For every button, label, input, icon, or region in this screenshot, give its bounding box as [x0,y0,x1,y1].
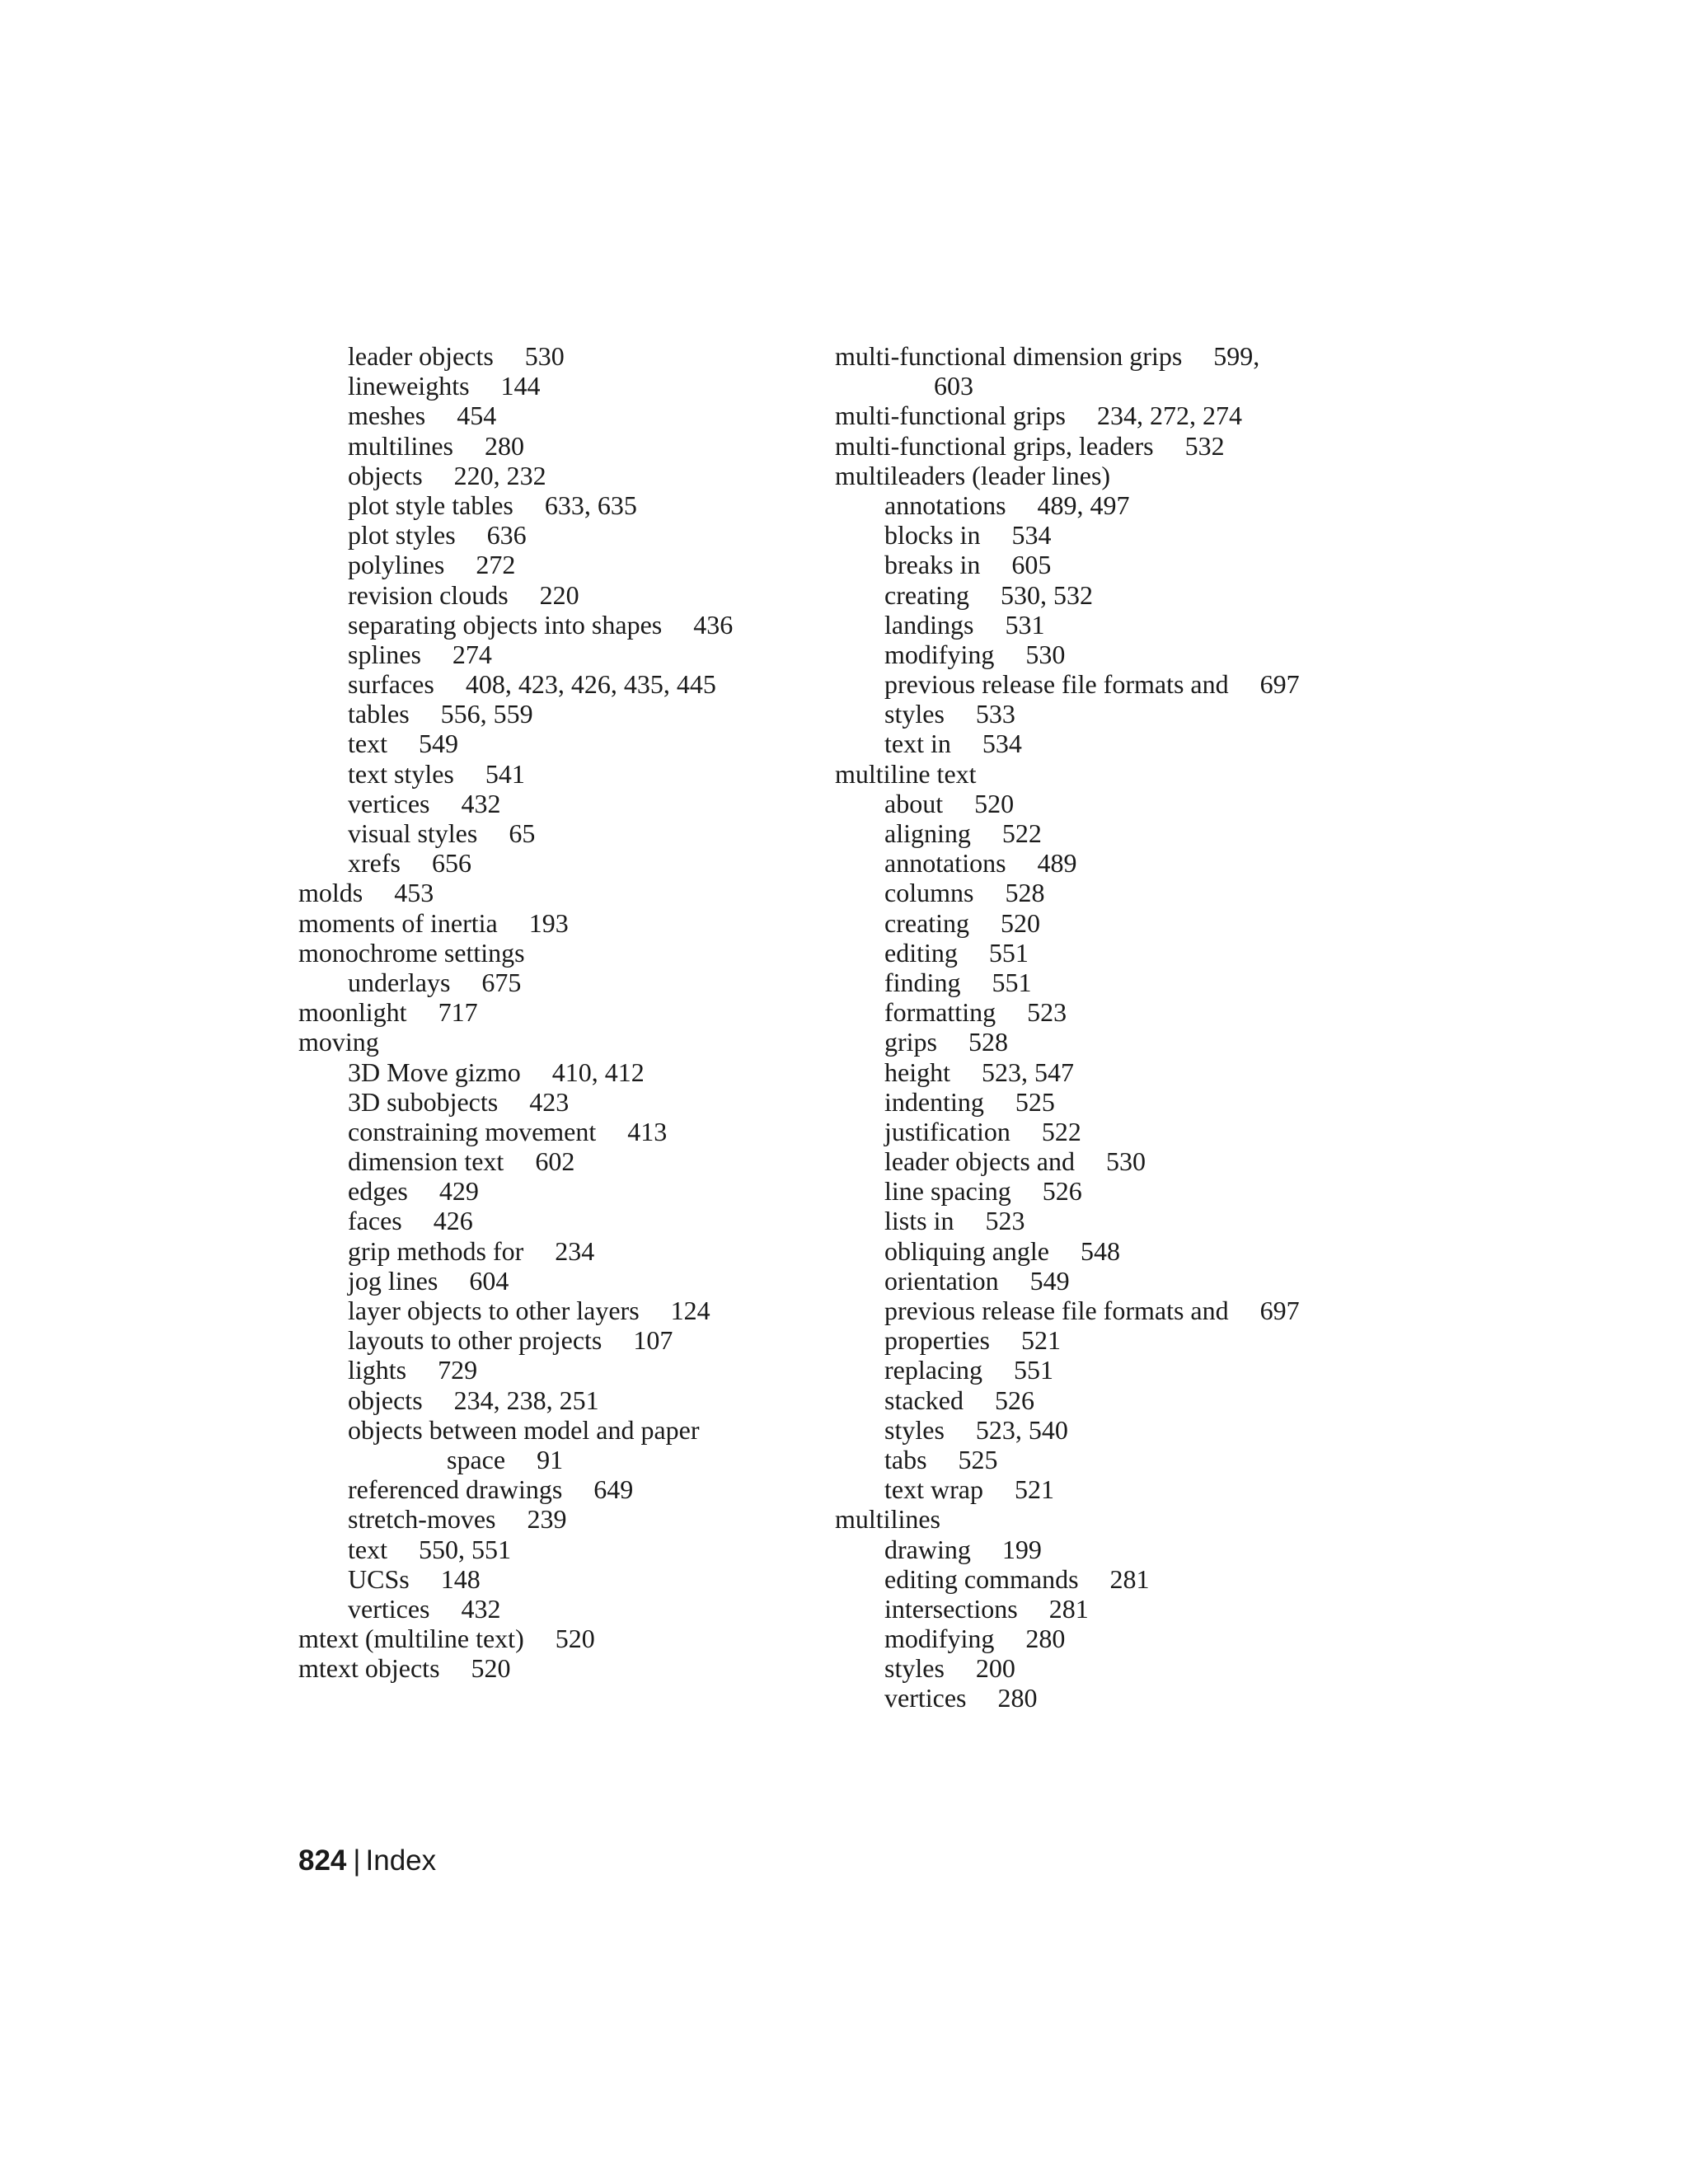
index-page-refs: 91 [537,1444,564,1474]
index-entry [298,1206,809,1235]
index-page-refs: 432 [461,1593,501,1624]
index-term: mtext objects [298,1653,440,1684]
index-term: vertices [348,1593,430,1624]
index-term: xrefs [348,848,401,879]
index-page-refs: 107 [633,1325,673,1356]
index-term: drawing [884,1534,971,1564]
index-term: visual styles [348,818,478,848]
index-term: plot style tables [348,490,513,520]
index-term: dimension text [348,1146,504,1177]
index-entry [835,789,1379,818]
index-page-refs: 234, 272, 274 [1096,401,1242,431]
index-term: orientation [884,1265,999,1296]
index-term: aligning [884,818,971,848]
index-page-refs: 525 [958,1444,998,1474]
index-entry [835,1564,1379,1594]
index-entry [835,431,1379,461]
index-page-refs: 717 [438,997,478,1028]
index-entry [835,1296,1379,1325]
index-term: objects [348,460,423,490]
index-term: tabs [884,1444,927,1474]
footer-section-title: Index [365,1844,437,1877]
index-entry [835,1445,1379,1474]
index-term: multilines [348,430,453,461]
index-page-refs: 531 [1005,609,1045,640]
index-entry [835,818,1379,848]
index-entry [298,1594,809,1624]
index-entry [835,878,1379,907]
index-page-refs: 280 [485,430,524,461]
index-entry [298,1117,809,1146]
index-term: styles [884,699,945,729]
index-term: molds [298,878,363,908]
index-term: plot styles [348,520,456,551]
index-page-refs: 520 [471,1653,511,1684]
index-term: finding [884,967,961,997]
index-entry [835,908,1379,938]
index-page-refs: 525 [1015,1086,1055,1117]
index-page-refs: 729 [438,1355,478,1385]
index-term: columns [884,878,974,908]
index-term: modifying [884,639,995,669]
index-entry [298,461,809,490]
index-entry [298,1146,809,1176]
index-term: splines [348,639,421,669]
index-term: vertices [348,788,430,818]
index-entry [298,729,809,758]
index-term: faces [348,1206,402,1236]
index-term: obliquing angle [884,1235,1049,1266]
index-term: revision clouds [348,579,509,610]
index-page-refs: 432 [461,788,501,818]
index-term: blocks in [884,520,981,551]
index-column-right [835,341,1379,1713]
index-entry [298,1653,809,1683]
index-entry [298,699,809,729]
index-page-refs: 697 [1259,1296,1300,1325]
index-entry [835,699,1379,729]
index-page-refs: 280 [1025,1624,1066,1654]
index-entry [298,371,809,401]
index-term: surfaces [348,669,434,700]
index-term: lists in [884,1206,954,1236]
index-page-refs: 605 [1011,550,1052,580]
index-entry [835,1385,1379,1415]
index-entry [835,1355,1379,1385]
index-page-refs: 526 [1042,1176,1082,1207]
index-term: text [348,729,387,759]
index-entry [298,669,809,699]
index-entry [298,490,809,520]
index-term: space [447,1444,506,1474]
index-page-refs: 528 [1005,878,1045,908]
index-page-refs: 281 [1048,1593,1089,1624]
index-page-refs: 603 [934,371,973,401]
index-term: 3D subobjects [348,1086,499,1117]
index-page-refs: 602 [535,1146,575,1177]
index-page-refs: 220, 232 [453,460,546,490]
index-page-refs: 410, 412 [551,1057,645,1087]
index-entry [835,341,1379,371]
index-page-refs: 234 [555,1235,595,1266]
index-term: multiline text [835,758,977,789]
index-entry [835,729,1379,758]
index-page-refs: 453 [394,878,434,908]
index-entry [835,1474,1379,1504]
index-term: previous release file formats and [884,669,1229,700]
index-page-refs: 530 [1025,639,1066,669]
index-term: objects [348,1385,423,1415]
index-entry [298,1027,809,1057]
index-term: multi-functional grips [835,401,1066,431]
index-entry [835,1504,1379,1534]
index-page-refs: 124 [670,1296,710,1325]
index-term: layer objects to other layers [348,1296,640,1325]
index-entry [298,1057,809,1087]
index-entry [835,580,1379,610]
index-page-refs: 520 [1001,907,1041,938]
index-entry [298,520,809,550]
index-entry [835,610,1379,640]
index-entry [835,490,1379,520]
index-entry [298,759,809,789]
index-page-refs: 520 [974,788,1015,818]
index-term: formatting [884,997,996,1028]
index-page-refs: 436 [693,609,734,640]
index-term: indenting [884,1086,984,1117]
index-page-refs: 523, 540 [975,1414,1068,1445]
index-page-refs: 656 [431,848,471,879]
page-number: 824 [298,1844,347,1877]
index-term: tables [348,699,410,729]
index-entry [835,1683,1379,1713]
footer-separator: | [353,1844,361,1877]
index-page-refs: 534 [1011,520,1052,551]
index-term: constraining movement [348,1116,597,1146]
index-page-refs: 549 [1029,1265,1070,1296]
index-entry [298,401,809,430]
index-term: moving [298,1027,379,1057]
index-entry [835,968,1379,997]
index-term: landings [884,609,974,640]
index-page-refs: 429 [438,1176,479,1207]
index-page-refs: 548 [1080,1235,1120,1266]
index-term: multileaders (leader lines) [835,460,1111,490]
index-page-refs: 65 [509,818,536,848]
index-term: text [348,1534,387,1564]
index-entry [298,1624,809,1653]
index-term: stacked [884,1385,964,1415]
index-page-refs: 144 [500,371,541,401]
index-entry [835,1057,1379,1087]
index-entry [835,1087,1379,1117]
index-term: annotations [884,490,1006,520]
page-footer [298,1843,436,1879]
index-entry [298,1236,809,1266]
index-entry [298,1087,809,1117]
index-entry [298,848,809,878]
index-entry [298,610,809,640]
index-term: text wrap [884,1474,983,1505]
index-page-refs: 522 [1001,818,1042,848]
index-entry [835,1415,1379,1445]
index-entry [835,1027,1379,1057]
index-page-refs: 528 [968,1027,1008,1057]
index-entry [835,1325,1379,1355]
index-term: polylines [348,550,445,580]
index-page-refs: 522 [1041,1116,1081,1146]
index-entry [298,938,809,968]
index-page-refs: 599, [1213,341,1260,371]
index-page-refs: 526 [994,1385,1034,1415]
index-term: mtext (multiline text) [298,1624,524,1654]
index-entry [835,371,1379,401]
index-term: underlays [348,967,451,997]
index-term: line spacing [884,1176,1011,1207]
index-entry [298,789,809,818]
index-term: styles [884,1653,945,1684]
index-page-refs: 550, 551 [418,1534,511,1564]
index-term: leader objects and [884,1146,1075,1177]
index-term: referenced drawings [348,1474,563,1505]
index-term: edges [348,1176,408,1207]
index-term: multi-functional dimension grips [835,341,1183,371]
index-page-refs: 523, 547 [981,1057,1074,1087]
index-entry [298,431,809,461]
index-page-refs: 234, 238, 251 [453,1385,599,1415]
index-term: editing commands [884,1563,1079,1594]
index-entry [835,997,1379,1027]
index-term: multilines [835,1504,940,1535]
index-page-refs: 556, 559 [440,699,533,729]
index-term: meshes [348,401,426,431]
index-page-refs: 636 [486,520,527,551]
index-term: editing [884,937,958,968]
index-page-refs: 280 [997,1683,1038,1713]
index-page-refs: 148 [440,1563,481,1594]
index-term: text styles [348,758,454,789]
index-entry [298,1325,809,1355]
index-entry [298,1474,809,1504]
index-page-refs: 272 [476,550,516,580]
index-page-refs: 199 [1001,1534,1042,1564]
index-entry [298,1355,809,1385]
index-entry [298,908,809,938]
index-page-refs: 530 [524,341,565,371]
index-page-refs: 541 [485,758,525,789]
index-page-refs: 220 [539,579,579,610]
index-page-refs: 633, 635 [544,490,637,520]
index-page-refs: 489, 497 [1037,490,1130,520]
index-term: monochrome settings [298,937,525,968]
index-page-refs: 200 [975,1653,1015,1684]
index-term: breaks in [884,550,981,580]
index-entry [298,968,809,997]
index-entry [298,1564,809,1594]
index-page-refs: 532 [1184,430,1225,461]
index-entry [298,878,809,907]
index-page-refs: 408, 423, 426, 435, 445 [465,669,716,700]
index-entry [835,1266,1379,1296]
index-term: 3D Move gizmo [348,1057,521,1087]
index-term: styles [884,1414,945,1445]
index-page-refs: 533 [975,699,1015,729]
index-entry [835,1535,1379,1564]
index-page-refs: 551 [1014,1355,1054,1385]
index-term: separating objects into shapes [348,609,663,640]
index-page-refs: 649 [593,1474,634,1505]
index-entry [298,341,809,371]
index-page-refs: 551 [992,967,1032,997]
index-entry [298,1266,809,1296]
index-page-refs: 549 [418,729,458,759]
index-entry [835,401,1379,430]
index-page-refs: 274 [452,639,492,669]
index-page-refs: 426 [433,1206,473,1236]
index-page-refs: 520 [555,1624,595,1654]
index-column-left [298,341,809,1683]
index-term: height [884,1057,950,1087]
index-page-refs: 697 [1259,669,1300,700]
index-term: stretch-moves [348,1504,496,1535]
index-entry [835,1624,1379,1653]
index-term: modifying [884,1624,995,1654]
index-entry [835,1594,1379,1624]
index-term: lineweights [348,371,470,401]
index-term: vertices [884,1683,967,1713]
index-entry [835,461,1379,490]
index-term: creating [884,579,970,610]
index-entry [835,938,1379,968]
index-term: jog lines [348,1265,438,1296]
index-entry [298,1535,809,1564]
index-page-refs: 530 [1106,1146,1146,1177]
index-term: intersections [884,1593,1018,1624]
index-page-refs: 423 [529,1086,570,1117]
index-term: creating [884,907,970,938]
index-page-refs: 604 [469,1265,509,1296]
index-page-refs: 454 [457,401,497,431]
index-entry [298,580,809,610]
index-term: moments of inertia [298,907,498,938]
index-page-refs: 489 [1037,848,1077,879]
index-entry [835,1176,1379,1206]
index-entry [298,1415,809,1445]
index-page-refs: 521 [1020,1325,1061,1356]
index-term: properties [884,1325,990,1356]
index-entry [298,550,809,579]
index-page-refs: 530, 532 [1001,579,1094,610]
index-term: objects between model and paper [348,1414,700,1445]
index-page-refs: 521 [1014,1474,1054,1505]
index-term: grips [884,1027,937,1057]
index-page-refs: 413 [627,1116,668,1146]
index-entry [298,818,809,848]
index-page-refs: 523 [1027,997,1067,1028]
index-term: UCSs [348,1563,410,1594]
index-entry [835,550,1379,579]
index-page-refs: 534 [982,729,1022,759]
index-entry [835,520,1379,550]
index-entry [835,759,1379,789]
index-term: replacing [884,1355,983,1385]
index-term: text in [884,729,951,759]
index-term: grip methods for [348,1235,524,1266]
index-page-refs: 239 [527,1504,567,1535]
index-entry [298,640,809,669]
index-entry [835,848,1379,878]
index-entry [298,1385,809,1415]
index-entry [835,669,1379,699]
index-term: leader objects [348,341,494,371]
index-page-refs: 551 [988,937,1029,968]
index-entry [835,1146,1379,1176]
index-term: annotations [884,848,1006,879]
index-entry [835,1206,1379,1235]
index-entry [298,1445,809,1474]
index-entry [298,1296,809,1325]
index-entry [298,1504,809,1534]
index-term: layouts to other projects [348,1325,603,1356]
index-entry [298,997,809,1027]
index-entry [835,640,1379,669]
index-entry [298,1176,809,1206]
index-term: about [884,788,944,818]
index-entry [835,1236,1379,1266]
index-term: justification [884,1116,1010,1146]
index-page-refs: 193 [528,907,569,938]
index-page-refs: 675 [481,967,522,997]
index-term: previous release file formats and [884,1296,1229,1325]
index-term: multi-functional grips, leaders [835,430,1154,461]
index-entry [835,1117,1379,1146]
index-term: lights [348,1355,407,1385]
index-page-refs: 281 [1109,1563,1150,1594]
index-term: moonlight [298,997,407,1028]
index-page-refs: 523 [985,1206,1025,1236]
index-entry [835,1653,1379,1683]
